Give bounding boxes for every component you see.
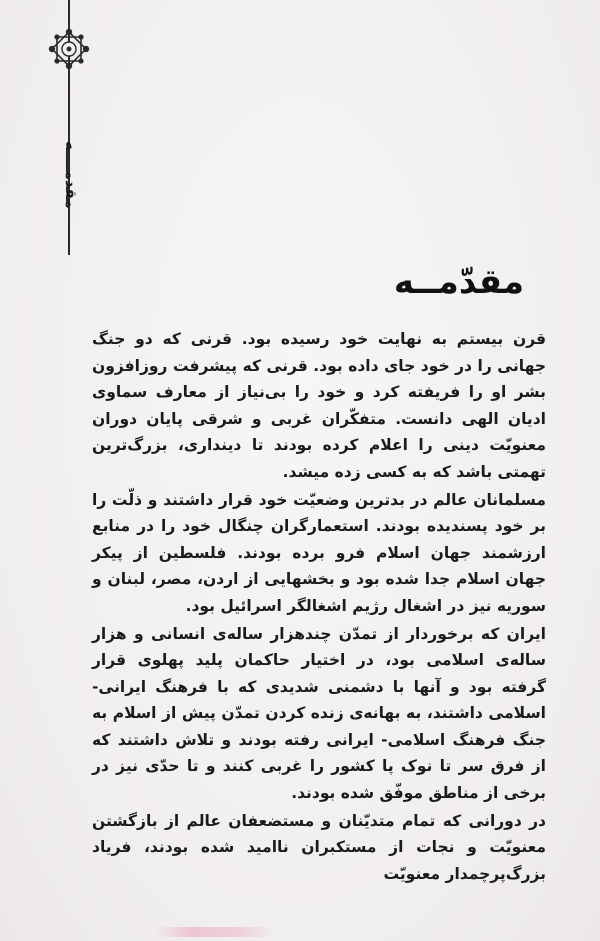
- page-stain: [155, 927, 275, 937]
- running-head: مقدمــــه: [62, 141, 80, 209]
- paragraph: قرن بیستم به نهایت خود رسیده بود. قرنی که دو جنگ جهانی را در خود جای داده بود. قرنی که پیشرفت روزافزون بشر او را فریفته کرد و خود را بی‌نیاز از معارف سماوی ادیان الهی دانست. متفکّران غربی و شرقی پایان دوران معنویّت دینی را اعلام کرده بودند تا دینداری، بزرگ‌ترین تهمتی باشد که به کسی زده میشد.: [92, 330, 546, 481]
- paragraph: در دورانی که تمام متدیّنان و مستضعفان عالم از بازگشتن معنویّت و نجات از مستکبران ناامید شده بودند، فریاد بزرگ‌پرچمدار معنویّت: [92, 811, 546, 883]
- body-text: [92, 326, 546, 889]
- islamic-star-ornament-icon: [45, 25, 93, 73]
- chapter-title: مقدّمــه: [393, 262, 524, 302]
- paragraph: ایران که برخوردار از تمدّن چندهزار ساله‌ی انسانی و هزار ساله‌ی اسلامی بود، در اختیار حاکمان پلید پهلوی قرار گرفته بود و آنها با دشمنی شدیدی که با فرهنگ ایرانی- اسلامی داشتند، به بهانه‌ی زنده کردن تمدّن پیش از اسلام به جنگ فرهنگ اسلامی- ایرانی رفته بودند و تلاش داشتند که از فرق سر تا نوک پا کشور را غربی کنند و تا حدّی نیز در برخی از مناطق موفّق شده بودند.: [92, 624, 546, 802]
- paragraph: مسلمانان عالم در بدترین وضعیّت خود قرار داشتند و ذلّت را بر خود پسندیده بودند. استعمارگران چنگال خود را در منابع ارزشمند جهان اسلام فرو برده بودند. فلسطین از پیکر جهان اسلام جدا شده بود و بخشهایی از اردن، مصر، لبنان و سوریه نیز در اشغال رژیم اشغالگر اسرائیل بود.: [92, 490, 546, 615]
